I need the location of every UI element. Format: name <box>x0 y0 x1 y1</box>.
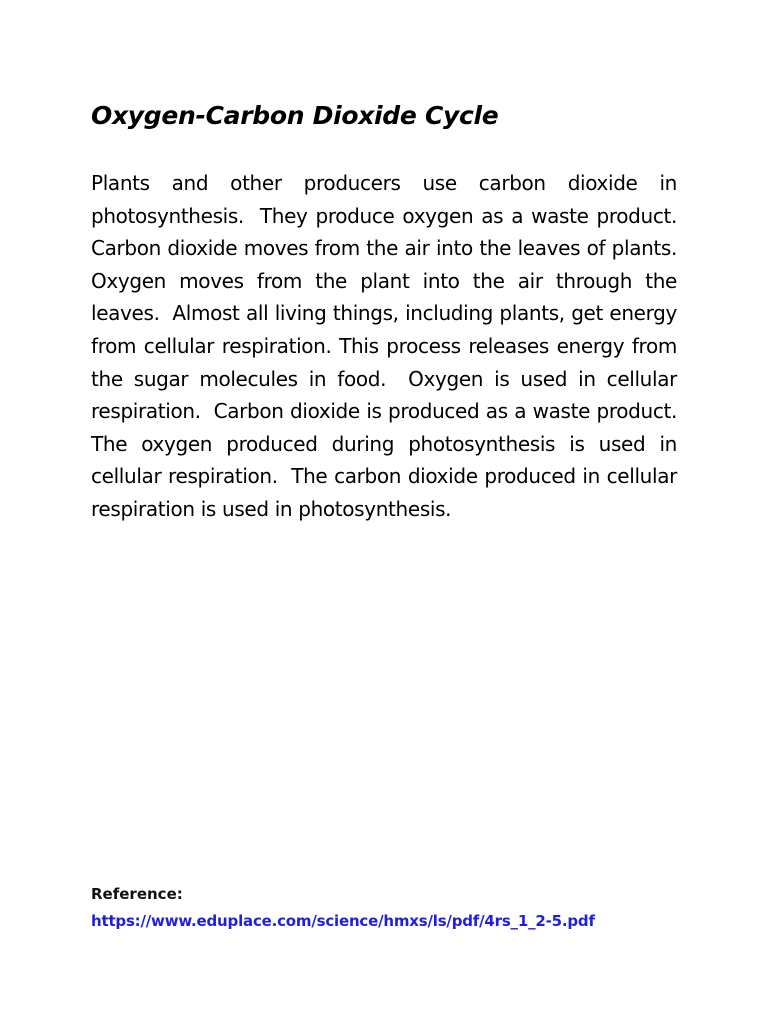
body-paragraph: Plants and other producers use carbon dioxide in photosynthesis. They produce oxygen as a waste product. Carbon dioxide moves from the air into the leaves of plants. Oxygen moves from the plant into the air through the leaves. Almost all living things, including plants, get energy from cellular respiration. This process releases energy from the sugar molecules in food. Oxygen is used in cellular respiration. Carbon dioxide is produced as a waste product. The oxygen produced during photosynthesis is used in cellular respiration. The carbon dioxide produced in cellular respiration is used in photosynthesis. <box>91 171 690 521</box>
reference-label: Reference: <box>91 885 183 903</box>
reference-link[interactable]: https://www.eduplace.com/science/hmxs/ls/pdf/4rs_1_2-5.pdf <box>91 912 595 930</box>
reference-block <box>91 881 595 935</box>
page-title: Oxygen-Carbon Dioxide Cycle <box>91 101 499 130</box>
